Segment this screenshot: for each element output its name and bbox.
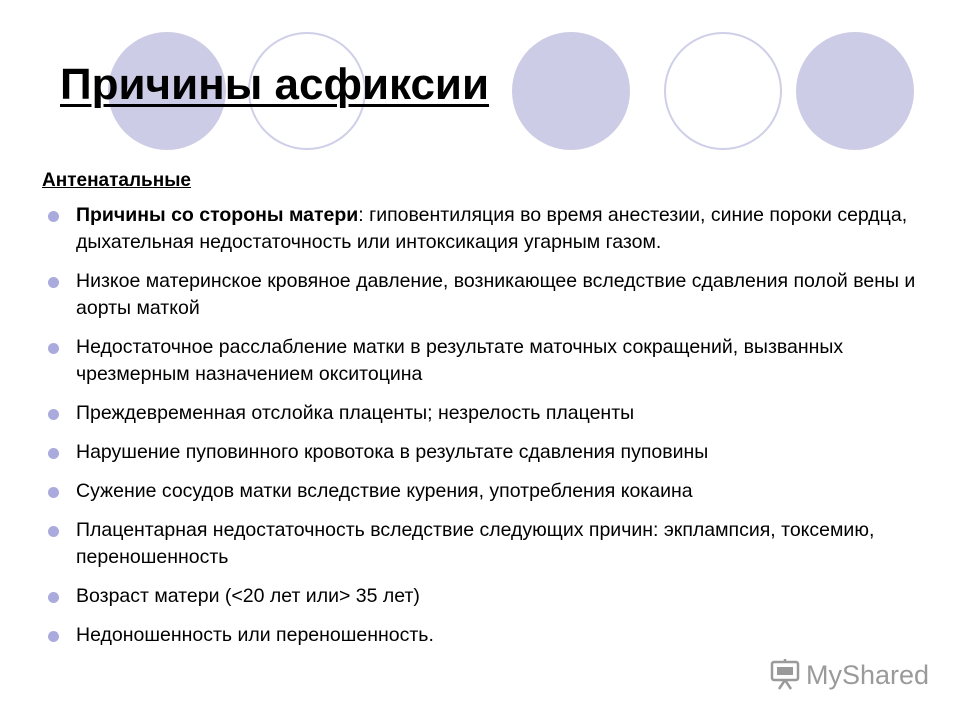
list-item-text: Недоношенность или переношенность. xyxy=(76,624,434,646)
list-item xyxy=(48,334,918,388)
list-item xyxy=(48,583,918,610)
myshared-logo xyxy=(768,658,929,692)
bullet-icon xyxy=(48,487,59,498)
list-item xyxy=(48,202,918,256)
bullet-icon xyxy=(48,592,59,603)
decor-circle-3 xyxy=(512,32,630,150)
list-item xyxy=(48,478,918,505)
causes-list xyxy=(48,202,918,661)
list-item xyxy=(48,400,918,427)
presentation-board-icon xyxy=(768,658,802,692)
list-item-bold: Причины со стороны матери xyxy=(76,204,359,226)
section-subtitle: Антенатальные xyxy=(42,170,192,191)
list-item xyxy=(48,517,918,571)
list-item-text: Недостаточное расслабление матки в результате маточных сокращений, вызванных чрезмерным назначением окситоцина xyxy=(76,336,844,385)
list-item xyxy=(48,439,918,466)
bullet-icon xyxy=(48,343,59,354)
bullet-icon xyxy=(48,211,59,222)
list-item-text: Сужение сосудов матки вследствие курения, употребления кокаина xyxy=(76,480,693,502)
list-item-text: Преждевременная отслойка плаценты; незрелость плаценты xyxy=(76,402,635,424)
list-item-text: Плацентарная недостаточность вследствие следующих причин: экплампсия, токсемию, переношенность xyxy=(76,519,875,568)
bullet-icon xyxy=(48,409,59,420)
list-item-text: Нарушение пуповинного кровотока в результате сдавления пуповины xyxy=(76,441,709,463)
bullet-icon xyxy=(48,526,59,537)
list-item-text: Низкое материнское кровяное давление, возникающее вследствие сдавления полой вены и аорты маткой xyxy=(76,270,916,319)
list-item-text: : гиповентиляция во время анестезии, синие пороки сердца, дыхательная недостаточность или интоксикация угарным газом. xyxy=(76,204,908,253)
list-item xyxy=(48,268,918,322)
list-item xyxy=(48,622,918,649)
logo-text: MyShared xyxy=(806,659,930,690)
slide-title: Причины асфиксии xyxy=(60,60,490,109)
bullet-icon xyxy=(48,277,59,288)
decor-circle-4 xyxy=(664,32,782,150)
decor-circle-5 xyxy=(796,32,914,150)
bullet-icon xyxy=(48,448,59,459)
list-item-text: Возраст матери (<20 лет или> 35 лет) xyxy=(76,585,420,607)
bullet-icon xyxy=(48,631,59,642)
